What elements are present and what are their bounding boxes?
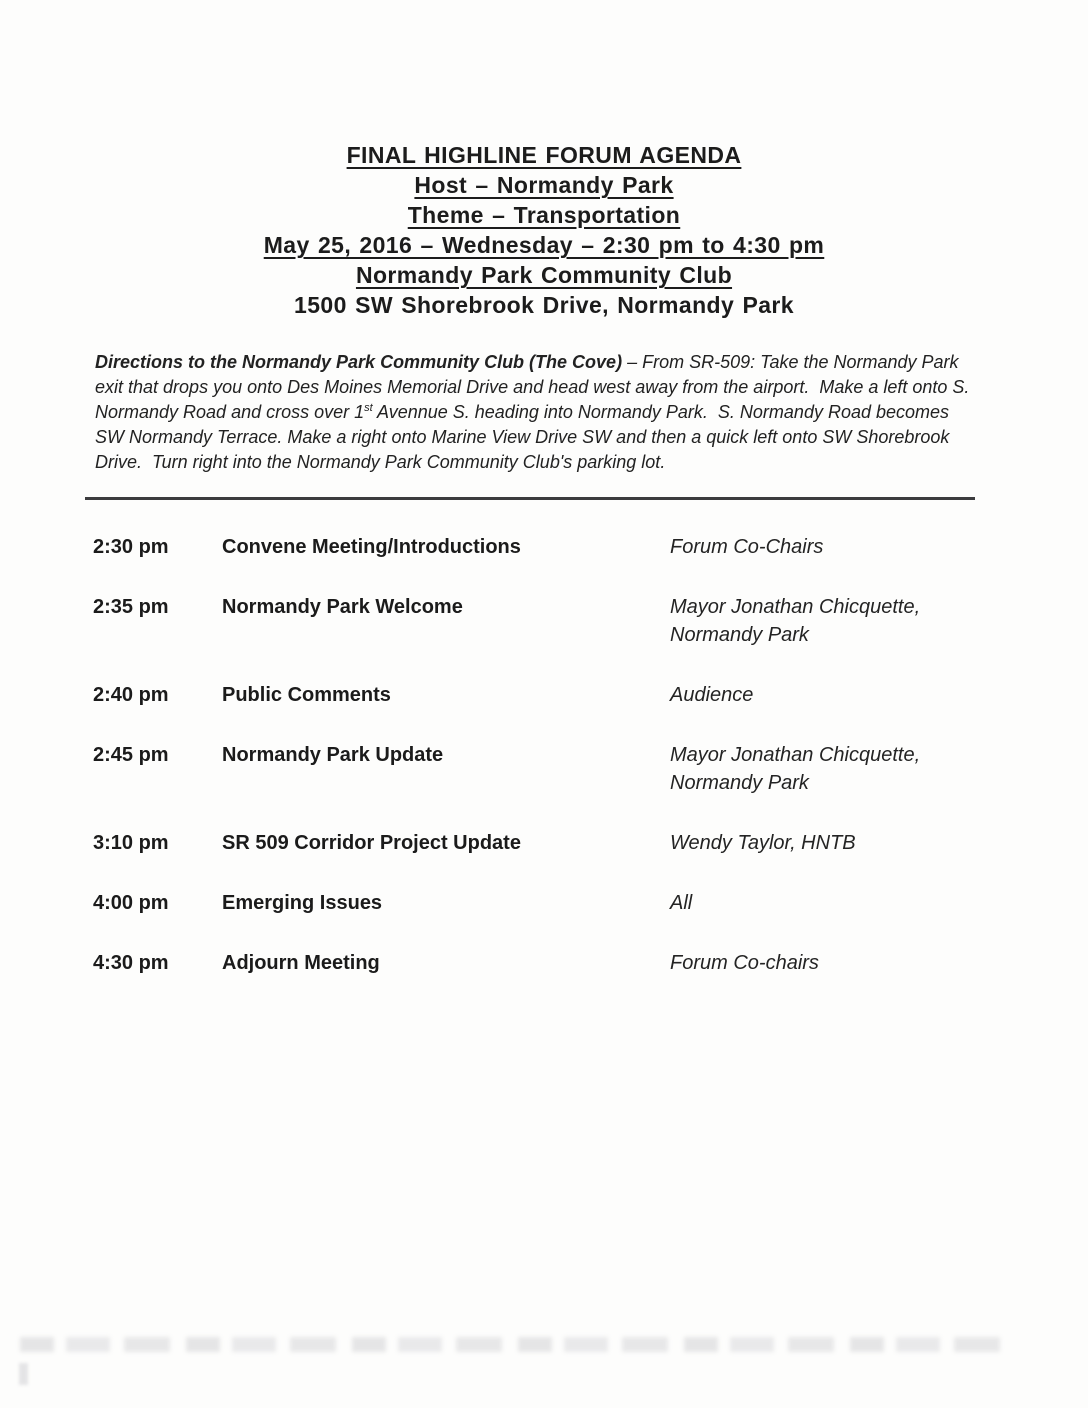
directions-body-after-ordinal: Avennue S. heading into Normandy Park. S. Normandy Road becomes SW Normandy Terrace. Make a right onto Marine View Drive SW and then a quick left onto SW Shorebrook Drive. Turn right into the Normandy Park Community Club's parking lot. <box>95 402 955 472</box>
date-time-line: May 25, 2016 – Wednesday – 2:30 pm to 4:30 pm <box>263 232 825 258</box>
agenda-time: 2:45 pm <box>93 744 169 766</box>
ordinal-superscript: st <box>364 402 373 414</box>
host-line: Host – Normandy Park <box>414 172 674 198</box>
agenda-row <box>93 741 1048 797</box>
presenter-line-1: Forum Co-chairs <box>670 952 819 974</box>
agenda-time: 2:30 pm <box>93 536 169 558</box>
directions-lead: Directions to the Normandy Park Community Club (The Cove) <box>95 352 628 372</box>
agenda-time: 3:10 pm <box>93 832 169 854</box>
presenter-line-1: Mayor Jonathan Chicquette, <box>670 596 921 618</box>
agenda-topic: Adjourn Meeting <box>222 952 380 974</box>
presenter-line-2: Normandy Park <box>670 624 809 646</box>
agenda-time: 2:35 pm <box>93 596 169 618</box>
agenda-presenter <box>670 829 1048 857</box>
presenter-line-2: Normandy Park <box>670 772 809 794</box>
presenter-line-1: Mayor Jonathan Chicquette, <box>670 744 921 766</box>
agenda-topic: SR 509 Corridor Project Update <box>222 832 521 854</box>
section-divider <box>85 497 975 500</box>
agenda-time: 2:40 pm <box>93 684 169 706</box>
agenda-presenter <box>670 741 1048 797</box>
presenter-line-1: Forum Co-Chairs <box>670 536 824 558</box>
agenda-row <box>93 829 1048 857</box>
agenda-topic: Convene Meeting/Introductions <box>222 536 521 558</box>
agenda-presenter <box>670 533 1048 561</box>
scan-artifact-mark <box>19 1363 28 1385</box>
presenter-line-1: Wendy Taylor, HNTB <box>670 832 856 854</box>
agenda-time: 4:30 pm <box>93 952 169 974</box>
agenda-table <box>93 533 1048 977</box>
presenter-line-1: Audience <box>670 684 754 706</box>
directions-paragraph <box>95 350 976 475</box>
agenda-presenter <box>670 889 1048 917</box>
venue-line: Normandy Park Community Club <box>355 262 733 288</box>
address-line: 1500 SW Shorebrook Drive, Normandy Park <box>294 292 794 318</box>
document-title: FINAL HIGHLINE FORUM AGENDA <box>346 142 742 168</box>
agenda-row <box>93 949 1048 977</box>
agenda-row <box>93 681 1048 709</box>
agenda-row <box>93 533 1048 561</box>
presenter-line-1: All <box>670 892 693 914</box>
agenda-topic: Normandy Park Welcome <box>222 596 463 618</box>
document-header <box>0 140 1088 320</box>
directions-body-before-ordinal: – From SR-509: Take the Normandy Park exit that drops you onto Des Moines Memorial Drive and head west away from the airport. Make a left onto S. Normandy Road and cross over 1 <box>95 352 975 422</box>
agenda-presenter <box>670 949 1048 977</box>
agenda-topic: Normandy Park Update <box>222 744 444 766</box>
agenda-topic: Public Comments <box>222 684 391 706</box>
agenda-presenter <box>670 593 1048 649</box>
scan-artifact-bleedthrough <box>20 1337 1008 1352</box>
agenda-topic: Emerging Issues <box>222 892 383 914</box>
theme-line: Theme – Transportation <box>407 202 681 228</box>
agenda-row <box>93 593 1048 649</box>
agenda-presenter <box>670 681 1048 709</box>
agenda-row <box>93 889 1048 917</box>
agenda-time: 4:00 pm <box>93 892 169 914</box>
